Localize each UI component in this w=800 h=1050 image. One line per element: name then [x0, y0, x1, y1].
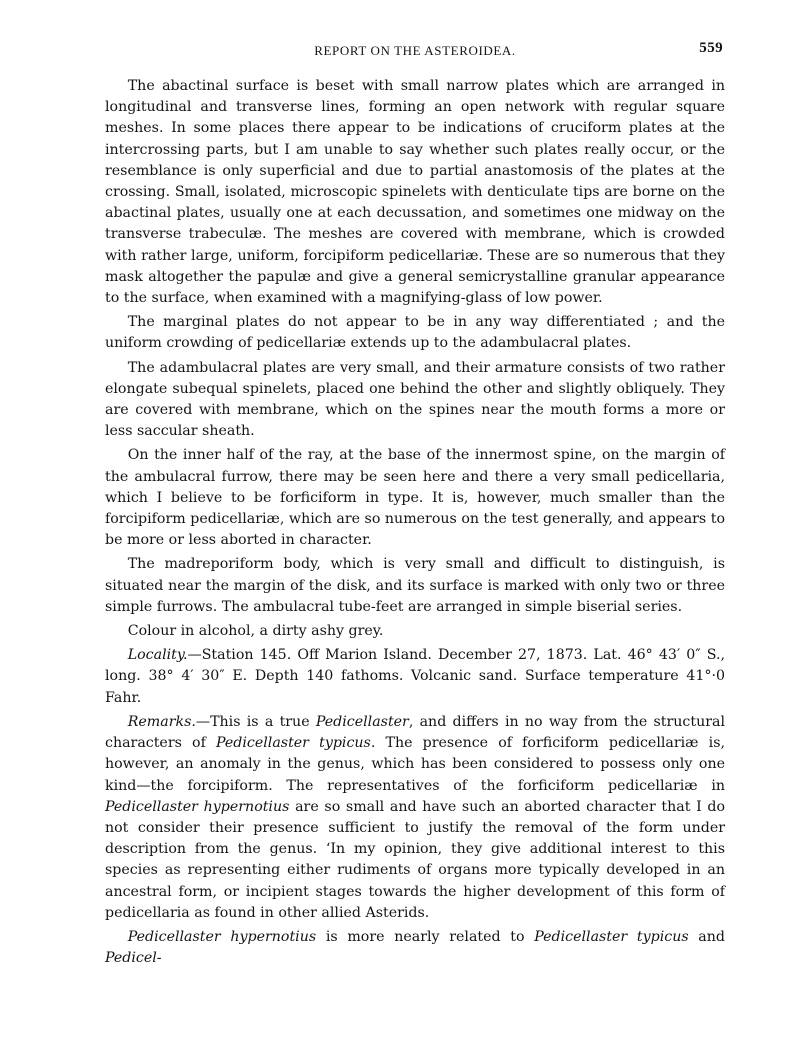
- italic-text: Locality.: [127, 647, 188, 664]
- italic-text: Remarks.: [127, 713, 196, 730]
- text-run: , and differs in no way from the structural characters of: [105, 713, 725, 752]
- text-run: The madreporiform body, which is very small and difficult to distinguish, is situated near the margin of the disk, and its surface is marked with only two or three simple furrows. The ambulacral tube-feet are arranged in simple biserial series.: [105, 556, 725, 615]
- text-run: The abactinal surface is beset with small narrow plates which are arranged in longitudinal and transverse lines, forming an open network with regular square meshes. In some places there appear to be indications of cruciform plates at the intercrossing parts, but I am unable to say whether such plates really occur, or the resemblance is only superficial and due to partial anastomosis of the plates at the crossing. Small, isolated, microscopic spinelets with denticulate tips are borne on the abactinal plates, usually one at each decussation, and sometimes one midway on the transverse trabeculæ. The meshes are covered with membrane, which is crowded with rather large, uniform, forcipiform pedicellariæ. These are so numerous that they mask altogether the papulæ and give a general semicrystalline granular appearance to the surface, when examined with a magnifying-glass of low power.: [105, 78, 725, 307]
- text-run: Colour in alcohol, a dirty ashy grey.: [127, 623, 384, 640]
- running-title: REPORT ON THE ASTEROIDEA.: [314, 43, 516, 58]
- paragraph: [105, 554, 725, 618]
- italic-text: Pedicellaster hypernotius: [127, 928, 317, 945]
- paragraph: [105, 445, 725, 551]
- text-run: —Station 145. Off Marion Island. December 27, 1873. Lat. 46° 43′ 0″ S., long. 38° 4′ 30″ E. Depth 140 fathoms. Volcanic sand. Surface temperature 41°·0 Fahr.: [105, 647, 725, 706]
- text-run: The adambulacral plates are very small, and their armature consists of two rather elongate subequal spinelets, placed one behind the other and slightly obliquely. They are covered with membrane, which on the spines near the mouth forms a more or less saccular sheath.: [105, 359, 725, 440]
- text-run: is more nearly related to: [316, 928, 535, 945]
- running-header: [105, 38, 725, 68]
- paragraph: [105, 76, 725, 309]
- paragraph: [105, 312, 725, 354]
- text-run: The marginal plates do not appear to be in any way differentiated ; and the uniform crowding of pedicellariæ extends up to the adambulacral plates.: [105, 314, 725, 352]
- document-page: [105, 38, 725, 972]
- italic-text: Pedicellaster hypernotius: [105, 798, 290, 815]
- italic-text: Pedicel-: [105, 950, 162, 967]
- body-text: [105, 76, 725, 969]
- text-run: . The presence of forficiform pedicellariæ is, however, an anomaly in the genus, which has been considered to possess only one kind—the forcipiform. The representatives of the forficiform pedicellariæ in: [105, 735, 726, 794]
- text-run: are so small and have such an aborted character that I do not consider their presence sufficient to justify the removal of the form under description from the genus. ‘In my opinion, they give additional interest to this species as representing either rudiments of organs more typically developed in an ancestral form, or incipient stages towards the higher development of this form of pedicellaria as found in other allied Asterids.: [105, 798, 726, 921]
- paragraph: [105, 927, 725, 969]
- paragraph: [105, 712, 725, 924]
- text-run: On the inner half of the ray, at the base of the innermost spine, on the margin of the ambulacral furrow, there may be seen here and there a very small pedicellaria, which I believe to be forficiform in type. It is, however, much smaller than the forcipiform pedicellariæ, which are so numerous on the test generally, and appears to be more or less aborted in character.: [105, 447, 725, 549]
- text-run: and: [688, 928, 725, 945]
- paragraph: [105, 358, 725, 443]
- italic-text: Pedicellaster typicus: [216, 735, 371, 752]
- italic-text: Pedicellaster: [315, 713, 409, 730]
- italic-text: Pedicellaster typicus: [534, 928, 689, 945]
- paragraph: [105, 645, 725, 709]
- page-number: 559: [699, 40, 723, 56]
- text-run: —This is a true: [195, 713, 316, 730]
- paragraph: [105, 621, 725, 642]
